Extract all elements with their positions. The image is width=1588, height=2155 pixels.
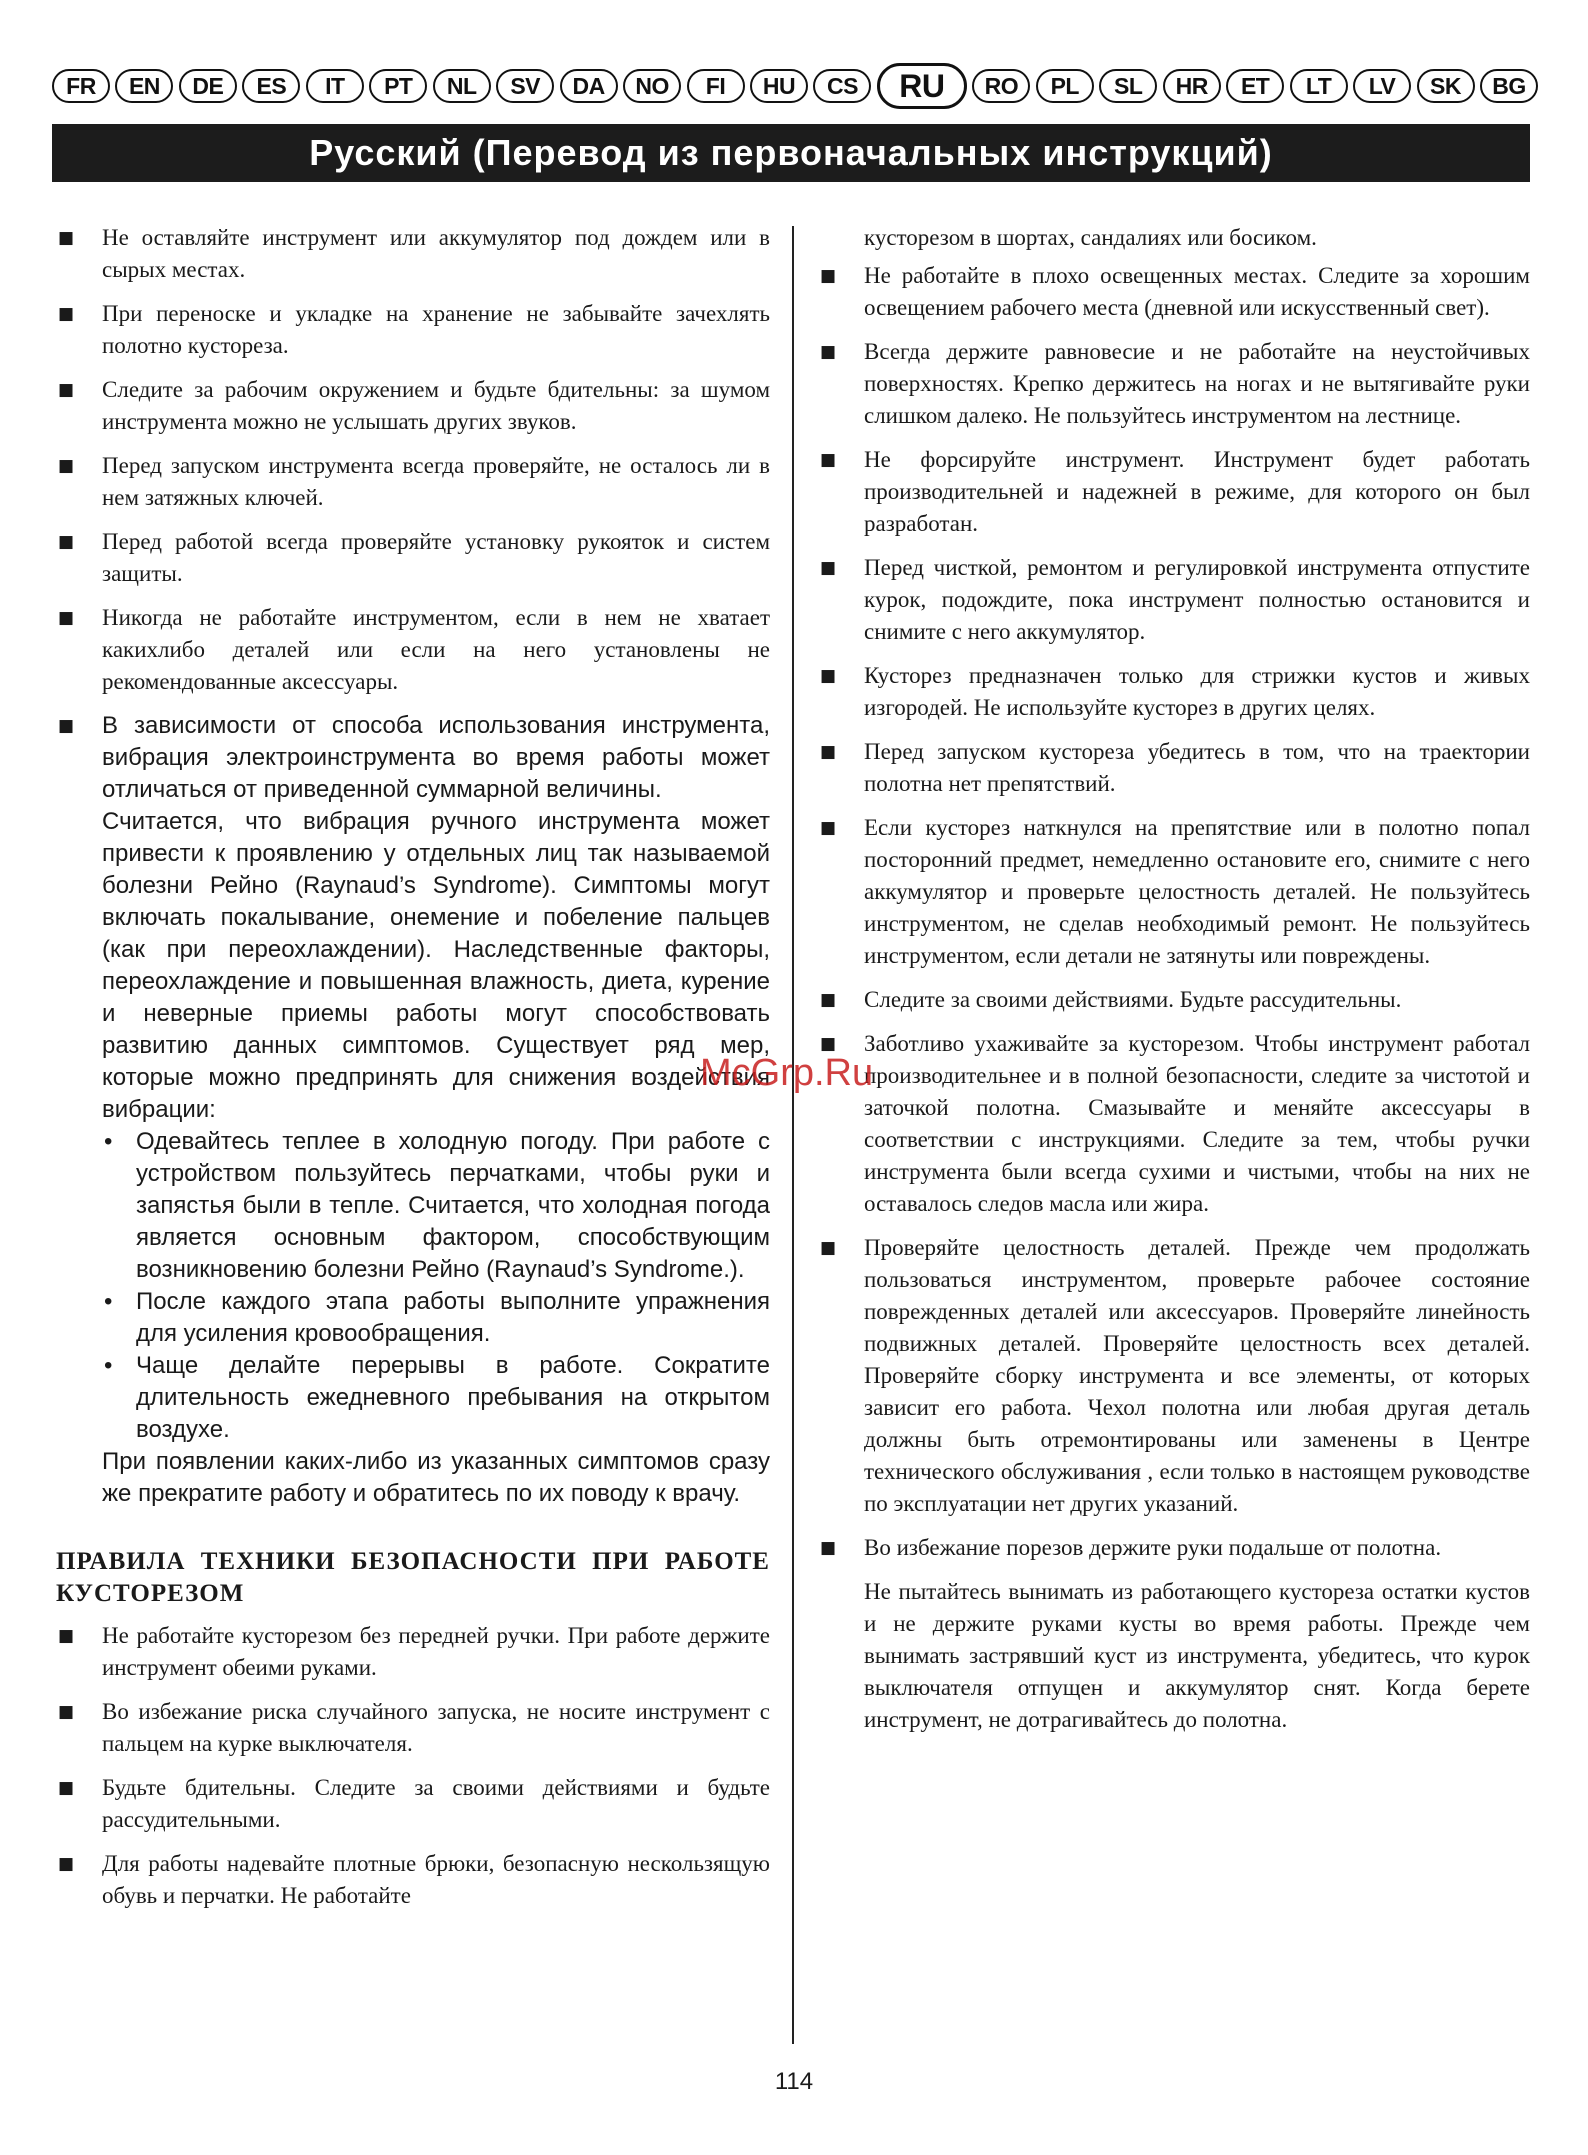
lang-pill-sk[interactable]: SK xyxy=(1417,69,1475,103)
square-bullet-icon: ■ xyxy=(820,666,837,686)
lang-pill-pl[interactable]: PL xyxy=(1036,69,1094,103)
lang-pill-hu[interactable]: HU xyxy=(750,69,808,103)
lang-pill-da[interactable]: DA xyxy=(560,69,618,103)
watermark: McGrp.Ru xyxy=(700,1052,874,1094)
square-bullet-icon: ■ xyxy=(58,380,75,400)
list-item: ■ Перед запуском кустореза убедитесь в том, что на траектории полотна нет препятствий. xyxy=(818,736,1530,800)
sub-list-item: • Одевайтесь теплее в холодную погоду. При работе с устройством пользуйтесь перчатками, чтобы руки и запястья были в тепле. Считается, что холодная погода является основным фактором, способствующим возникновению болезни Рейно (Raynaud’s Syndrome.). xyxy=(104,1128,770,1283)
lang-pill-nl[interactable]: NL xyxy=(433,69,491,103)
final-paragraph: Не пытайтесь вынимать из работающего кустореза остатки кустов и не держите руками кусты во время работы. Прежде чем вынимать застрявший куст из инструмента, убедитесь, что курок выключателя отпущен и аккумулятор снят. Когда берете инструмент, не дотрагивайтесь до полотна. xyxy=(864,1579,1530,1732)
square-bullet-icon: ■ xyxy=(58,304,75,324)
square-bullet-icon: ■ xyxy=(820,1034,837,1054)
lang-pill-sl[interactable]: SL xyxy=(1099,69,1157,103)
square-bullet-icon: ■ xyxy=(820,1538,837,1558)
list-item: ■ Всегда держите равновесие и не работайте на неустойчивых поверхностях. Крепко держитесь на ногах и не вытягивайте руки слишком далеко. Не пользуйтесь инструментом на лестнице. xyxy=(818,336,1530,432)
lang-pill-lv[interactable]: LV xyxy=(1353,69,1411,103)
list-item: ■ Заботливо ухаживайте за кусторезом. Чтобы инструмент работал производительнее и в полной безопасности, следите за чистотой и заточкой полотна. Смазывайте и меняйте аксессуары в соответствии с инструкциями. Следите за тем, чтобы ручки инструмента были всегда сухими и чистыми, чтобы на них не оставалось следов масла или жира. xyxy=(818,1028,1530,1220)
square-bullet-icon: ■ xyxy=(58,1778,75,1798)
lang-pill-sv[interactable]: SV xyxy=(496,69,554,103)
lang-pill-et[interactable]: ET xyxy=(1226,69,1284,103)
left-column xyxy=(56,222,770,1924)
lang-pill-ro[interactable]: RO xyxy=(972,69,1030,103)
square-bullet-icon: ■ xyxy=(820,1238,837,1258)
list-item: ■ При переноске и укладке на хранение не забывайте зачехлять полотно кустореза. xyxy=(56,298,770,362)
list-item: ■ Перед работой всегда проверяйте установку рукояток и систем защиты. xyxy=(56,526,770,590)
square-bullet-icon: ■ xyxy=(58,228,75,248)
sub-list-item: • Чаще делайте перерывы в работе. Сократите длительность ежедневного пребывания на открытом воздухе. xyxy=(104,1352,770,1443)
square-bullet-icon: ■ xyxy=(820,990,837,1010)
square-bullet-icon: ■ xyxy=(820,742,837,762)
list-item: ■ Проверяйте целостность деталей. Прежде чем продолжать пользоваться инструментом, проверьте рабочее состояние поврежденных деталей или аксессуаров. Проверяйте линейность подвижных деталей. Проверяйте целостность всех деталей. Проверяйте сборку инструмента и все элементы, от которых зависит его работа. Чехол полотна или любая другая деталь должны быть отремонтированы или заменены в Центре технического обслуживания , если только в настоящем руководстве по эксплуатации нет других указаний. xyxy=(818,1232,1530,1520)
lang-pill-en[interactable]: EN xyxy=(115,69,173,103)
list-item: ■ Будьте бдительны. Следите за своими действиями и будьте рассудительными. xyxy=(56,1772,770,1836)
lang-pill-de[interactable]: DE xyxy=(179,69,237,103)
section-heading: ПРАВИЛА ТЕХНИКИ БЕЗОПАСНОСТИ ПРИ РАБОТЕ КУСТОРЕЗОМ xyxy=(56,1548,770,1607)
square-bullet-icon: ■ xyxy=(58,456,75,476)
lang-pill-it[interactable]: IT xyxy=(306,69,364,103)
lang-pill-fi[interactable]: FI xyxy=(687,69,745,103)
lang-pill-no[interactable]: NO xyxy=(623,69,681,103)
list-item: ■ Во избежание порезов держите руки подальше от полотна. xyxy=(818,1532,1530,1564)
page-number: 114 xyxy=(774,2068,814,2095)
lang-pill-cs[interactable]: CS xyxy=(813,69,871,103)
list-item: ■ Перед чисткой, ремонтом и регулировкой инструмента отпустите курок, подождите, пока инструмент полностью остановится и снимите с него аккумулятор. xyxy=(818,552,1530,648)
square-bullet-icon: ■ xyxy=(820,450,837,470)
list-item: ■ Кусторез предназначен только для стрижки кустов и живых изгородей. Не используйте кусторез в других целях. xyxy=(818,660,1530,724)
list-item: ■ Перед запуском инструмента всегда проверяйте, не осталось ли в нем затяжных ключей. xyxy=(56,450,770,514)
lang-pill-lt[interactable]: LT xyxy=(1290,69,1348,103)
square-bullet-icon: ■ xyxy=(58,608,75,628)
list-item: ■ Никогда не работайте инструментом, если в нем не хватает какихлибо деталей или если на него установлены не рекомендованные аксессуары. xyxy=(56,602,770,698)
lang-pill-ru-active[interactable]: RU xyxy=(877,63,967,109)
lang-pill-bg[interactable]: BG xyxy=(1480,69,1538,103)
list-item: ■ Не работайте в плохо освещенных местах. Следите за хорошим освещением рабочего места (дневной или искусственный свет). xyxy=(818,260,1530,324)
dot-bullet-icon: • xyxy=(104,1352,113,1379)
dot-bullet-icon: • xyxy=(104,1288,113,1315)
square-bullet-icon: ■ xyxy=(820,818,837,838)
square-bullet-icon: ■ xyxy=(58,1702,75,1722)
square-bullet-icon: ■ xyxy=(58,532,75,552)
lang-pill-fr[interactable]: FR xyxy=(52,69,110,103)
vibration-intro: В зависимости от способа использования инструмента, вибрация электроинструмента во время работы может отличаться от приведенной суммарной величины. xyxy=(102,712,770,803)
vibration-body: Считается, что вибрация ручного инструмента может привести к проявлению у отдельных лиц так называемой болезни Рейно (Raynaud’s Syndrome). Симптомы могут включать покалывание, онемение и побеление пальцев (как при переохлаждении). Наследственные факторы, переохлаждение и повышенная влажность, диета, курение и неверные приемы работы могут способствовать развитию данных симптомов. Существует ряд мер, которые можно предпринять для снижения воздействия вибрации: xyxy=(102,808,770,1123)
square-bullet-icon: ■ xyxy=(58,1854,75,1874)
list-item: ■ Не работайте кусторезом без передней ручки. При работе держите инструмент обеими руками. xyxy=(56,1620,770,1684)
list-item: ■ Во избежание риска случайного запуска, не носите инструмент с пальцем на курке выключателя. xyxy=(56,1696,770,1760)
list-item: ■ Не форсируйте инструмент. Инструмент будет работать производительней и надежней в режиме, для которого он был разработан. xyxy=(818,444,1530,540)
language-selector xyxy=(52,66,1538,106)
square-bullet-icon: ■ xyxy=(58,1626,75,1646)
list-item: ■ Для работы надевайте плотные брюки, безопасную нескользящую обувь и перчатки. Не работайте xyxy=(56,1848,770,1912)
sub-list-item: • После каждого этапа работы выполните упражнения для усиления кровообращения. xyxy=(104,1288,770,1347)
vibration-outro: При появлении каких-либо из указанных симптомов сразу же прекратите работу и обратитесь по их поводу к врачу. xyxy=(102,1448,770,1507)
square-bullet-icon: ■ xyxy=(820,558,837,578)
lang-pill-es[interactable]: ES xyxy=(242,69,300,103)
continued-text: кусторезом в шортах, сандалиях или босиком. xyxy=(864,225,1317,250)
column-divider xyxy=(792,226,794,2044)
dot-bullet-icon: • xyxy=(104,1128,113,1155)
square-bullet-icon: ■ xyxy=(820,266,837,286)
lang-pill-pt[interactable]: PT xyxy=(369,69,427,103)
list-item: ■ Если кусторез наткнулся на препятствие или в полотно попал посторонний предмет, немедленно остановите его, снимите с него аккумулятор и проверьте целостность деталей. Не пользуйтесь инструментом, не сделав необходимый ремонт. Не пользуйтесь инструментом, если детали не затянуты или повреждены. xyxy=(818,812,1530,972)
right-column xyxy=(818,222,1530,1748)
list-item: ■ Следите за своими действиями. Будьте рассудительны. xyxy=(818,984,1530,1016)
page-title: Русский (Перевод из первоначальных инструкций) xyxy=(52,124,1530,182)
list-item: ■ Не оставляйте инструмент или аккумулятор под дождем или в сырых местах. xyxy=(56,222,770,286)
list-item: ■ Следите за рабочим окружением и будьте бдительны: за шумом инструмента можно не услышать других звуков. xyxy=(56,374,770,438)
square-bullet-icon: ■ xyxy=(820,342,837,362)
square-bullet-icon: ■ xyxy=(58,716,75,736)
lang-pill-hr[interactable]: HR xyxy=(1163,69,1221,103)
vibration-item xyxy=(56,710,770,1510)
